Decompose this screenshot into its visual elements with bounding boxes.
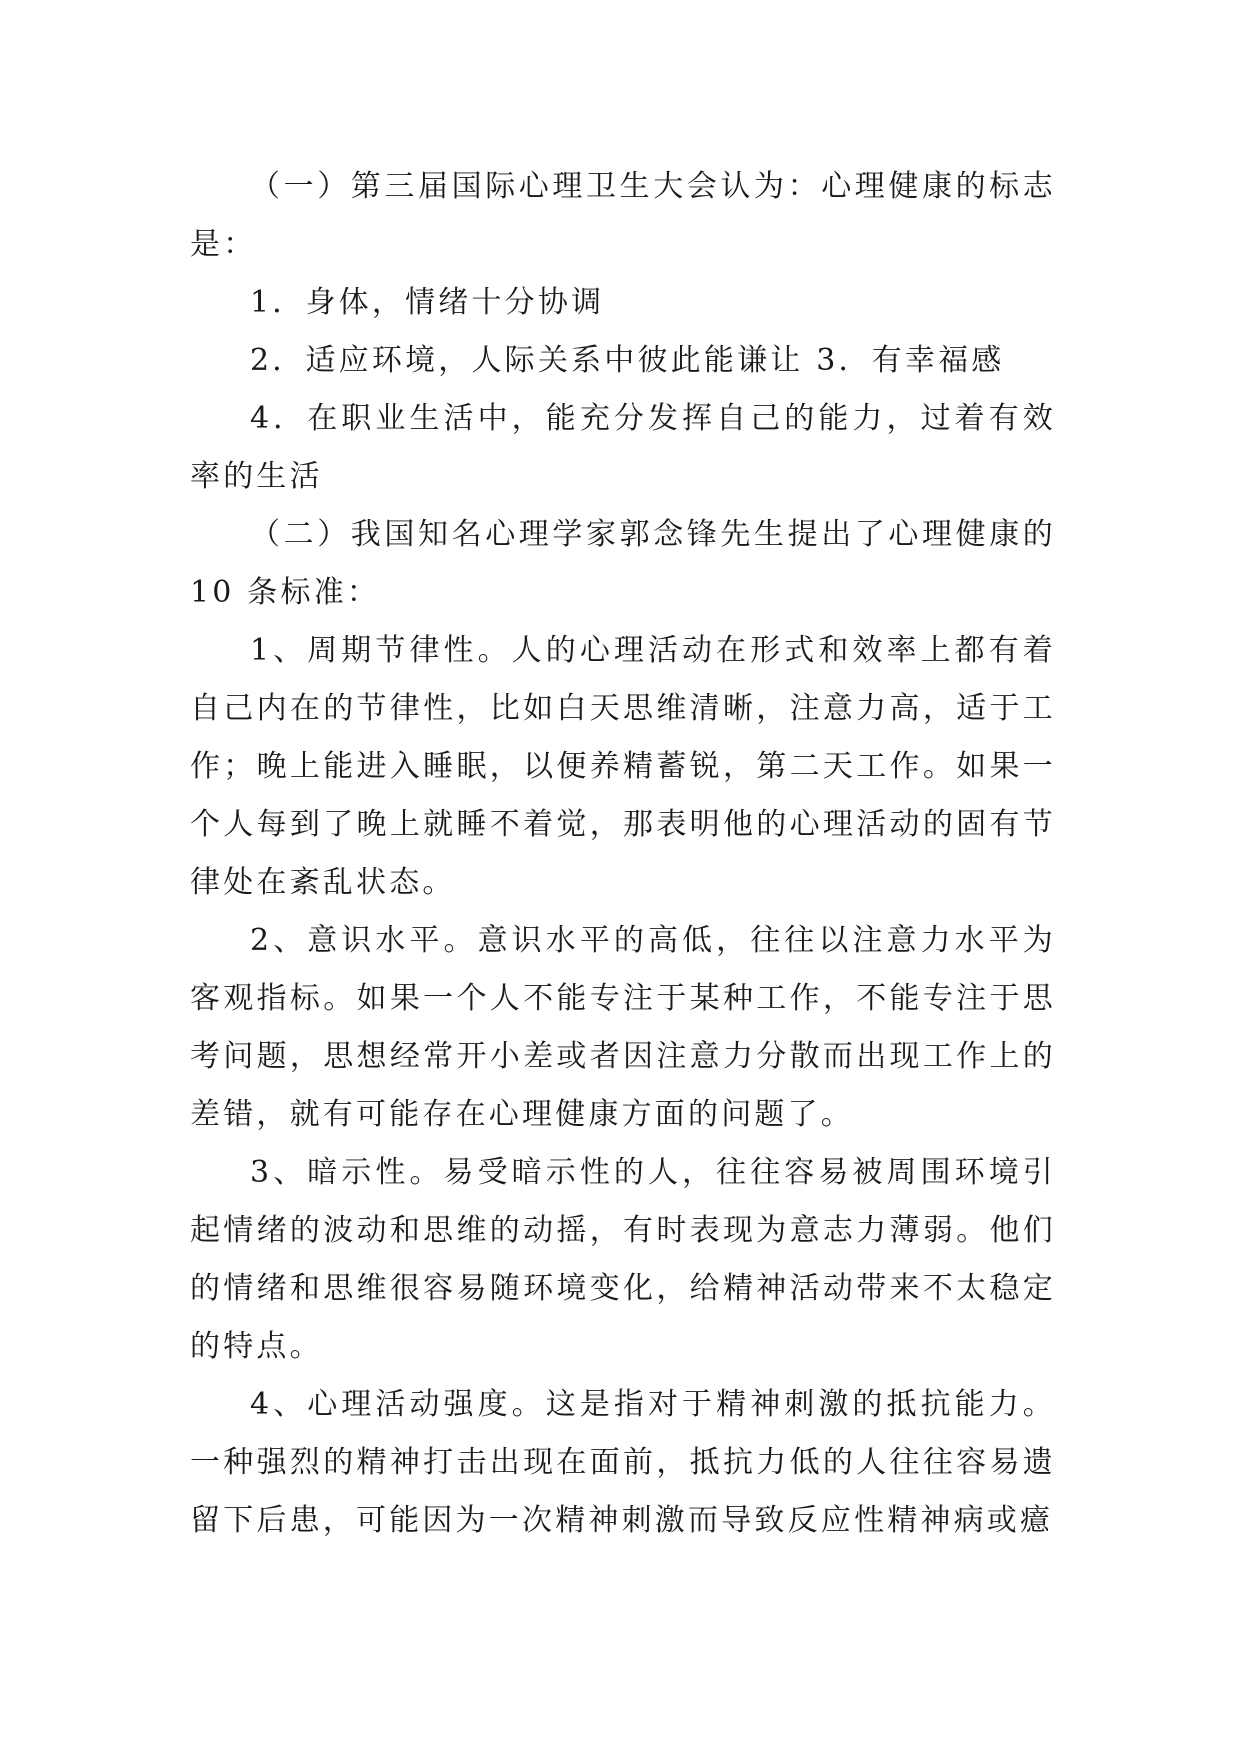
standard-item: 3、暗示性。易受暗示性的人，往往容易被周围环境引起情绪的波动和思维的动摇，有时表现为意志力薄弱。他们的情绪和思维很容易随环境变化，给精神活动带来不太稳定的特点。 (190, 1155, 1056, 1364)
list-item: 2．适应环境，人际关系中彼此能谦让 3．有幸福感 (250, 343, 1005, 378)
standard-item: 1、周期节律性。人的心理活动在形式和效率上都有着自己内在的节律性，比如白天思维清晰，注意力高，适于工作；晚上能进入睡眠，以便养精蓄锐，第二天工作。如果一个人每到了晚上就睡不着觉，那表明他的心理活动的固有节律处在紊乱状态。 (190, 633, 1056, 900)
standard-item: 4、心理活动强度。这是指对于精神刺激的抵抗能力。一种强烈的精神打击出现在面前，抵抗力低的人往往容易遗留下后患，可能因为一次精神刺激而导致反应性精神病或癔 (190, 1387, 1056, 1538)
paragraph-heading-1: （一）第三届国际心理卫生大会认为：心理健康的标志是： (190, 169, 1056, 262)
list-item: 4．在职业生活中，能充分发挥自己的能力，过着有效率的生活 (190, 401, 1056, 494)
list-item: 1．身体，情绪十分协调 (250, 285, 605, 320)
paragraph-heading-2: （二）我国知名心理学家郭念锋先生提出了心理健康的 10 条标准： (190, 517, 1056, 610)
document-body (190, 158, 1056, 1550)
standard-item: 2、意识水平。意识水平的高低，往往以注意力水平为客观指标。如果一个人不能专注于某种工作，不能专注于思考问题，思想经常开小差或者因注意力分散而出现工作上的差错，就有可能存在心理健康方面的问题了。 (190, 923, 1056, 1132)
